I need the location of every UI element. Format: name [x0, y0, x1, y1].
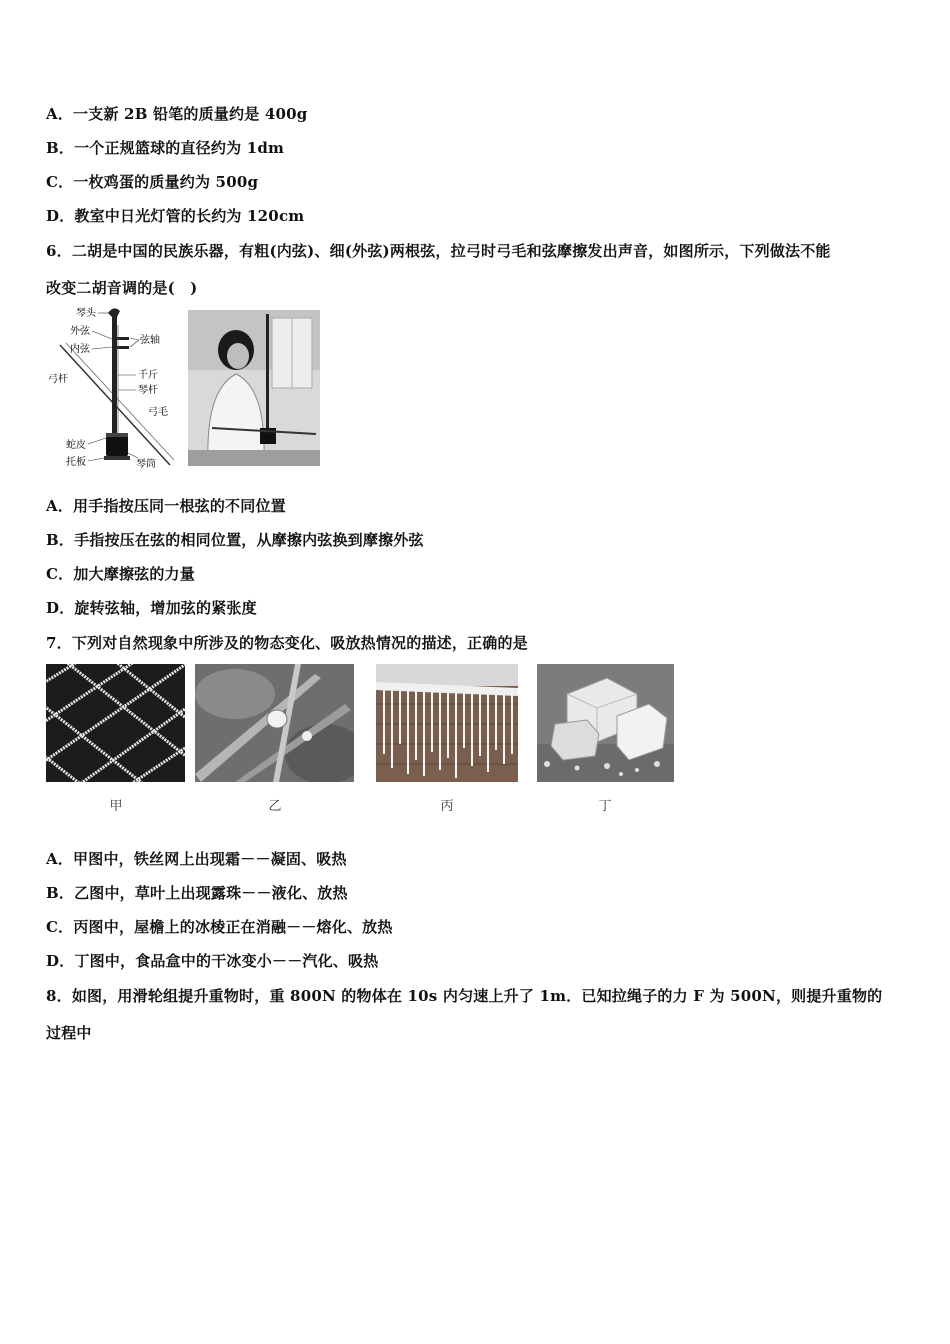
snakeskin: [106, 433, 128, 437]
q6-option-c: C．加大摩擦弦的力量: [46, 565, 195, 583]
label-shepi: 蛇皮: [66, 440, 86, 451]
q7-option-b: B．乙图中，草叶上出现露珠－－液化、放热: [46, 884, 348, 902]
q7-option-d: D．丁图中，食品盒中的干冰变小－－汽化、吸热: [46, 952, 379, 970]
q7-option-c: C．丙图中，屋檐上的冰棱正在消融－－熔化、放热: [46, 918, 393, 936]
dew-on-grass-photo: [195, 664, 354, 782]
peg-upper: [117, 337, 129, 340]
q6-stem-line2: 改变二胡音调的是( ): [46, 279, 198, 297]
neck-rod: [112, 313, 117, 441]
label-qianjin: 千斤: [138, 370, 158, 381]
q5-option-c: C．一枚鸡蛋的质量约为 500g: [46, 173, 259, 191]
label-tuoban: 托板: [66, 457, 86, 468]
erhu-player-photo: [188, 310, 320, 466]
q6-option-a: A．用手指按压同一根弦的不同位置: [46, 497, 286, 515]
peg-lower: [117, 346, 129, 349]
caption-yi: 乙: [268, 799, 282, 814]
label-qintong: 琴筒: [136, 459, 156, 470]
q6-option-b: B．手指按压在弦的相同位置，从摩擦内弦换到摩擦外弦: [46, 531, 424, 549]
erhu-diagram: [46, 305, 182, 473]
label-neixian: 内弦: [70, 344, 90, 355]
icicles-eaves-photo: [376, 664, 518, 782]
label-gongmao: 弓毛: [148, 407, 168, 418]
base-plate: [104, 456, 130, 460]
q6-option-d: D．旋转弦轴，增加弦的紧张度: [46, 599, 257, 617]
label-xianzhou: 弦轴: [140, 335, 160, 346]
q8-stem-line2: 过程中: [46, 1024, 92, 1042]
sound-box: [106, 435, 128, 457]
q7-option-a: A．甲图中，铁丝网上出现霜－－凝固、吸热: [46, 850, 347, 868]
label-waixian: 外弦: [70, 326, 90, 337]
frost-wire-mesh-photo: [46, 664, 185, 782]
q6-stem-line1: 6．二胡是中国的民族乐器，有粗(内弦)、细(外弦)两根弦，拉弓时弓毛和弦摩擦发出声音，如图所示，下列做法不能: [46, 242, 831, 260]
q7-stem: 7．下列对自然现象中所涉及的物态变化、吸放热情况的描述，正确的是: [46, 634, 528, 652]
label-qingan: 琴杆: [138, 385, 158, 396]
q8-stem-line1: 8．如图，用滑轮组提升重物时，重 800N 的物体在 10s 内匀速上升了 1m．已知拉绳子的力 F 为 500N，则提升重物的: [46, 987, 883, 1005]
caption-ding: 丁: [598, 799, 612, 814]
q5-option-d: D．教室中日光灯管的长约为 120cm: [46, 207, 305, 225]
label-gonggan: 弓杆: [48, 374, 68, 385]
caption-bing: 丙: [440, 799, 454, 814]
dry-ice-photo: [537, 664, 674, 782]
caption-jia: 甲: [109, 799, 123, 814]
label-qintou: 琴头: [76, 308, 96, 319]
q5-option-b: B．一个正规篮球的直径约为 1dm: [46, 139, 285, 157]
q5-option-a: A．一支新 2B 铅笔的质量约是 400g: [46, 105, 308, 123]
